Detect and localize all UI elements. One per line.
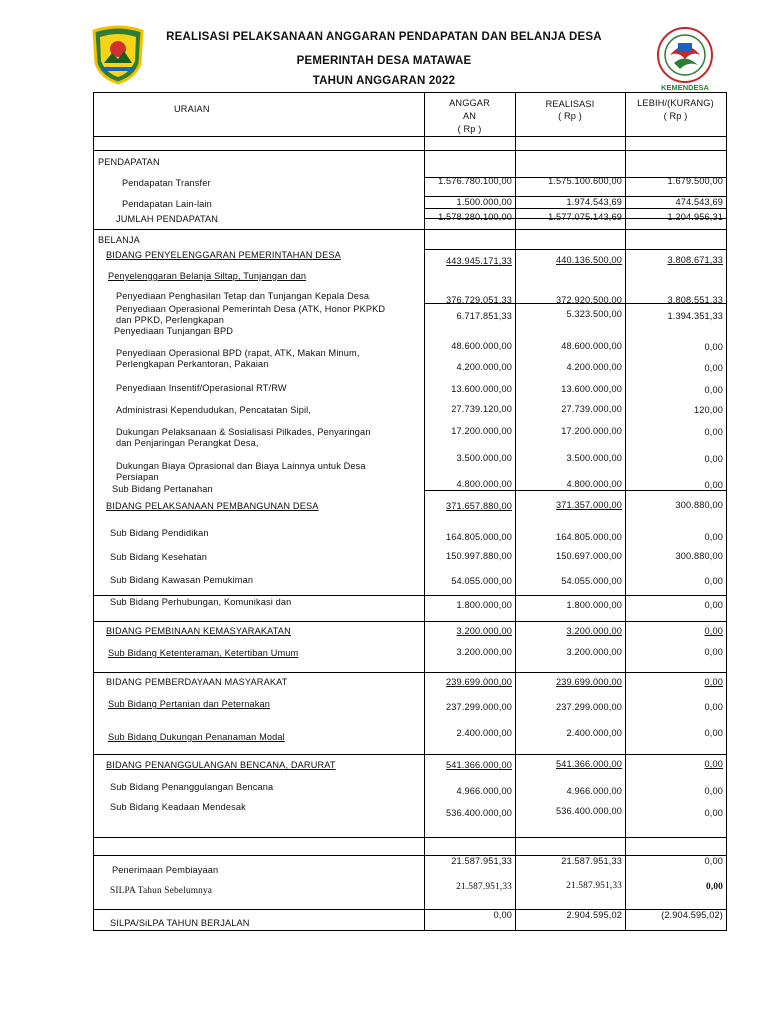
row-label: Penyediaan Operasional Pemerintah Desa (ATK, Honor PKPKD	[116, 304, 386, 314]
cell-anggaran: 1.500.000,00	[456, 197, 512, 207]
col-realisasi-header-2: ( Rp )	[558, 111, 582, 121]
cell-lebih: 1.204.956,31	[667, 212, 723, 222]
cell-anggaran: 3.200.000,00	[456, 626, 512, 636]
cell-lebih: 0,00	[704, 856, 723, 866]
cell-lebih: 0,00	[704, 342, 723, 352]
kemendesa-logo-icon	[652, 25, 718, 95]
cell-lebih: 0,00	[704, 728, 723, 738]
cell-realisasi: 3.200.000,00	[566, 647, 622, 657]
cell-anggaran: 1.578.280.100,00	[438, 212, 512, 222]
cell-anggaran: 27.739.120,00	[451, 404, 512, 414]
cell-anggaran: 1.800.000,00	[456, 600, 512, 610]
fiscal-year: TAHUN ANGGARAN 2022	[312, 75, 456, 87]
cell-lebih: 0,00	[704, 385, 723, 395]
cell-anggaran: 541.366.000,00	[446, 760, 512, 770]
cell-lebih: 120,00	[693, 405, 723, 415]
cell-lebih: 0,00	[704, 427, 723, 437]
cell-anggaran: 2.400.000,00	[456, 728, 512, 738]
row-label: Sub Bidang Penanggulangan Bencana	[110, 782, 274, 792]
cell-lebih: 0,00	[705, 882, 723, 892]
cell-realisasi: 541.366.000,00	[556, 759, 622, 769]
row-label: Sub Bidang Kawasan Pemukiman	[110, 575, 254, 585]
row-label: Administrasi Kependudukan, Pencatatan Sipil,	[116, 405, 312, 415]
report-title: REALISASI PELAKSANAAN ANGGARAN PENDAPATAN DAN BELANJA DESA	[166, 31, 602, 43]
row-label: Penyelenggaran Belanja Siltap, Tunjangan dan	[108, 271, 307, 281]
row-label: Penyediaan Operasional BPD (rapat, ATK, Makan Minum,	[116, 348, 360, 358]
col-realisasi-header-1: REALISASI	[545, 99, 595, 109]
cell-realisasi: 54.055.000,00	[561, 576, 622, 586]
row-label: Pendapatan Lain-lain	[122, 199, 212, 209]
cell-realisasi: 1.575.100.600,00	[548, 176, 622, 186]
cell-anggaran: 21.587.951,33	[451, 856, 512, 866]
cell-realisasi: 3.500.000,00	[566, 453, 622, 463]
cell-lebih: 300.880,00	[675, 551, 723, 561]
cell-realisasi: 164.805.000,00	[556, 532, 622, 542]
row-label: dan Penjaringan Perangkat Desa,	[116, 438, 259, 448]
row-label: BIDANG PEMBERDAYAAN MASYARAKAT	[106, 677, 288, 687]
cell-lebih: 0,00	[704, 759, 723, 769]
cell-lebih: 0,00	[704, 677, 723, 687]
cell-realisasi: 1.974.543,69	[566, 197, 622, 207]
cell-realisasi: 372.920.500,00	[556, 295, 622, 305]
section-pendapatan: PENDAPATAN	[98, 157, 160, 167]
cell-anggaran: 21.587.951,33	[456, 882, 512, 892]
cell-anggaran: 48.600.000,00	[451, 341, 512, 351]
budget-table	[93, 92, 727, 931]
cell-lebih: 0,00	[704, 702, 723, 712]
cell-anggaran: 376.729.051,33	[446, 295, 512, 305]
village-name: PEMERINTAH DESA MATAWAE	[296, 55, 472, 67]
cell-anggaran: 4.966.000,00	[456, 786, 512, 796]
cell-lebih: 3.808.671,33	[667, 255, 723, 265]
cell-realisasi: 237.299.000,00	[556, 702, 622, 712]
cell-realisasi: 48.600.000,00	[561, 341, 622, 351]
row-label: Sub Bidang Pendidikan	[110, 528, 209, 538]
cell-realisasi: 13.600.000,00	[561, 384, 622, 394]
cell-realisasi: 2.400.000,00	[566, 728, 622, 738]
cell-anggaran: 164.805.000,00	[446, 532, 512, 542]
cell-realisasi: 150.697.000,00	[556, 551, 622, 561]
cell-realisasi: 1.800.000,00	[566, 600, 622, 610]
cell-anggaran: 237.299.000,00	[446, 702, 512, 712]
cell-realisasi: 5.323.500,00	[566, 309, 622, 319]
cell-realisasi: 21.587.951,33	[566, 881, 622, 891]
cell-anggaran: 4.200.000,00	[456, 362, 512, 372]
row-label: dan PPKD, Perlengkapan	[116, 315, 225, 325]
row-label: BIDANG PEMBINAAN KEMASYARAKATAN	[106, 626, 291, 636]
cell-realisasi: 1.577.075.143,69	[548, 212, 622, 222]
row-label: Dukungan Pelaksanaan & Sosialisasi Pilkades, Penyaringan	[116, 427, 371, 437]
cell-lebih: 0,00	[704, 576, 723, 586]
row-label: Pendapatan Transfer	[122, 178, 211, 188]
cell-lebih: 0,00	[704, 532, 723, 542]
row-label: Penyediaan Tunjangan BPD	[114, 326, 234, 336]
row-label: Sub Bidang Pertanian dan Peternakan	[108, 699, 271, 709]
cell-anggaran: 150.997.880,00	[446, 551, 512, 561]
row-label: Sub Bidang Pertanahan	[112, 484, 213, 494]
cell-realisasi: 21.587.951,33	[561, 856, 622, 866]
cell-realisasi: 4.200.000,00	[566, 362, 622, 372]
row-label: JUMLAH PENDAPATAN	[116, 214, 219, 224]
cell-anggaran: 1.576.780.100,00	[438, 176, 512, 186]
row-label: Sub Bidang Perhubungan, Komunikasi dan	[110, 597, 292, 607]
row-label: Sub Bidang Keadaan Mendesak	[110, 802, 246, 812]
cell-lebih: 0,00	[704, 808, 723, 818]
cell-realisasi: 371.357.000,00	[556, 500, 622, 510]
cell-lebih: 0,00	[704, 480, 723, 490]
cell-realisasi: 440.136.500,00	[556, 255, 622, 265]
cell-anggaran: 0,00	[493, 910, 512, 920]
cell-anggaran: 54.055.000,00	[451, 576, 512, 586]
cell-realisasi: 17.200.000,00	[561, 426, 622, 436]
cell-lebih: 0,00	[704, 363, 723, 373]
col-lebih-header-1: LEBIH/(KURANG)	[637, 98, 714, 108]
cell-anggaran: 4.800.000,00	[456, 479, 512, 489]
cell-anggaran: 371.657.880,00	[446, 501, 512, 511]
col-uraian-header: URAIAN	[174, 104, 210, 114]
col-lebih-header-2: ( Rp )	[663, 111, 688, 121]
col-anggaran-header-3: ( Rp )	[457, 124, 482, 134]
cell-lebih: 300.880,00	[675, 500, 723, 510]
cell-anggaran: 3.200.000,00	[456, 647, 512, 657]
kemendesa-logo-text: KEMENDESA	[661, 83, 709, 92]
cell-lebih: 1.394.351,33	[667, 311, 723, 321]
cell-realisasi: 2.904.595,02	[566, 910, 622, 920]
cell-realisasi: 27.739.000,00	[561, 404, 622, 414]
cell-anggaran: 239.699.000,00	[446, 677, 512, 687]
row-label: Sub Bidang Kesehatan	[110, 552, 207, 562]
cell-lebih: 0,00	[704, 600, 723, 610]
row-label: Sub Bidang Ketenteraman, Ketertiban Umum	[108, 648, 299, 658]
cell-anggaran: 443.945.171,33	[446, 256, 512, 266]
section-belanja: BELANJA	[98, 235, 140, 245]
col-anggaran-header-1: ANGGAR	[449, 98, 490, 108]
cell-anggaran: 6.717.851,33	[456, 311, 512, 321]
regency-emblem-icon	[90, 25, 146, 85]
cell-lebih: 3.808.551,33	[667, 295, 723, 305]
cell-realisasi: 239.699.000,00	[556, 677, 622, 687]
cell-anggaran: 536.400.000,00	[446, 808, 512, 818]
row-label: Perlengkapan Perkantoran, Pakaian	[116, 359, 269, 369]
row-label: BIDANG PENANGGULANGAN BENCANA, DARURAT	[106, 760, 336, 770]
col-anggaran-header-2: AN	[462, 111, 477, 121]
cell-realisasi: 536.400.000,00	[556, 806, 622, 816]
cell-anggaran: 13.600.000,00	[451, 384, 512, 394]
row-label: Penyediaan Penghasilan Tetap dan Tunjangan Kepala Desa	[116, 291, 370, 301]
cell-lebih: 474.543,69	[675, 197, 723, 207]
cell-realisasi: 4.800.000,00	[566, 479, 622, 489]
cell-lebih: (2.904.595,02)	[661, 910, 723, 920]
row-label: BIDANG PELAKSANAAN PEMBANGUNAN DESA	[106, 501, 319, 511]
cell-realisasi: 3.200.000,00	[566, 626, 622, 636]
cell-realisasi: 4.966.000,00	[566, 786, 622, 796]
row-label: SILPA Tahun Sebelumnya	[110, 886, 213, 896]
cell-lebih: 0,00	[704, 786, 723, 796]
row-label: Penyediaan Insentif/Operasional RT/RW	[116, 383, 287, 393]
row-label: SILPA/SiLPA TAHUN BERJALAN	[110, 918, 250, 928]
row-label: Sub Bidang Dukungan Penanaman Modal	[108, 732, 285, 742]
cell-lebih: 1.679.500,00	[667, 176, 723, 186]
row-label: Persiapan	[116, 472, 159, 482]
row-label: Dukungan Biaya Oprasional dan Biaya Lainnya untuk Desa	[116, 461, 366, 471]
cell-anggaran: 3.500.000,00	[456, 453, 512, 463]
cell-lebih: 0,00	[704, 454, 723, 464]
row-label: Penerimaan Pembiayaan	[112, 865, 219, 875]
cell-lebih: 0,00	[704, 647, 723, 657]
cell-lebih: 0,00	[704, 626, 723, 636]
row-label: BIDANG PENYELENGGARAN PEMERINTAHAN DESA	[106, 250, 341, 260]
cell-anggaran: 17.200.000,00	[451, 426, 512, 436]
